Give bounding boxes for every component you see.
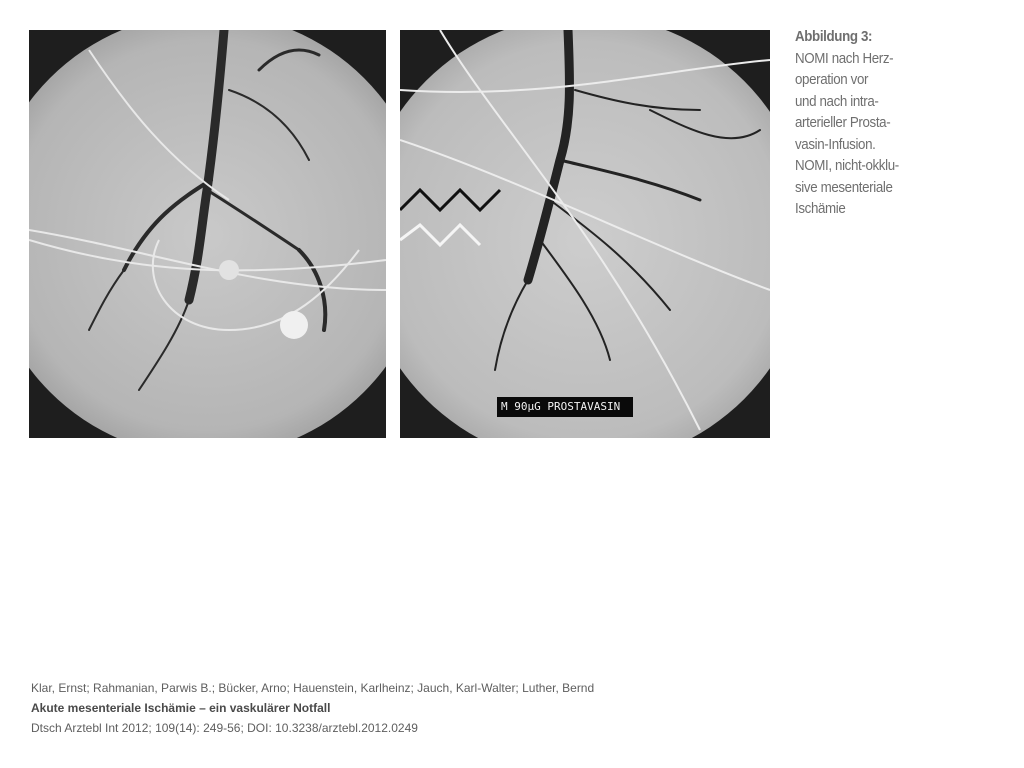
caption-line: und nach intra- bbox=[795, 93, 879, 110]
caption-line: NOMI, nicht-okklu- bbox=[795, 158, 899, 174]
citation-title: Akute mesenteriale Ischämie – ein vaskulärer Notfall bbox=[31, 701, 331, 715]
citation-authors: Klar, Ernst; Rahmanian, Parwis B.; Bücker, Arno; Hauenstein, Karlheinz; Jauch, Karl-Walter; Luther, Bernd bbox=[31, 681, 595, 695]
caption-line: vasin-Infusion. bbox=[795, 136, 876, 153]
caption-line: arterieller Prosta- bbox=[795, 115, 891, 131]
caption-line: NOMI nach Herz- bbox=[795, 50, 894, 67]
citation-source: Dtsch Arztebl Int 2012; 109(14): 249-56; DOI: 10.3238/arztebl.2012.0249 bbox=[31, 721, 418, 735]
angiogram-before-image bbox=[29, 30, 386, 438]
caption-title: Abbildung 3: bbox=[795, 29, 873, 45]
caption-line: operation vor bbox=[795, 72, 869, 88]
figure-caption bbox=[795, 27, 979, 221]
citation-block bbox=[31, 678, 594, 738]
dose-label-overlay: M 90µG PROSTAVASIN bbox=[497, 397, 633, 417]
caption-line: sive mesenteriale bbox=[795, 179, 893, 196]
angiogram-after-image bbox=[400, 30, 770, 438]
caption-line: Ischämie bbox=[795, 201, 846, 217]
